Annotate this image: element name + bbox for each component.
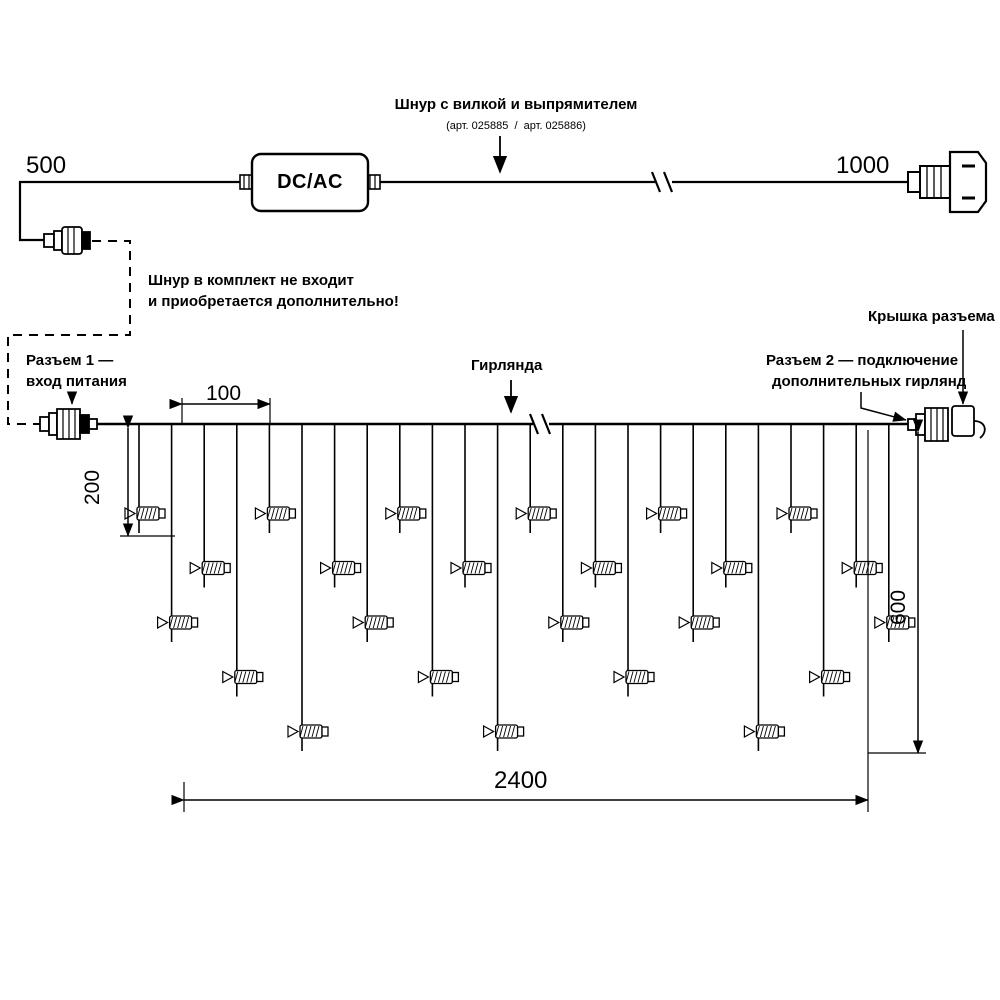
note-not-included-line2: и приобретается дополнительно!: [148, 293, 399, 310]
led-bulb: [223, 671, 263, 684]
led-bulb: [712, 562, 752, 575]
cord-female-connector: [44, 227, 90, 254]
led-bulb: [451, 562, 491, 575]
led-bulb: [744, 725, 784, 738]
connector-cap-label: Крышка разъема: [868, 308, 995, 325]
led-bulb: [581, 562, 621, 575]
connector-cap: [952, 406, 985, 438]
led-bulb: [418, 671, 458, 684]
connector2-label-line1: Разъем 2 — подключение: [766, 352, 959, 369]
led-bulb: [549, 616, 589, 629]
power-cord-title: Шнур с вилкой и выпрямителем: [394, 96, 638, 113]
dim-total-2400: [184, 430, 868, 812]
led-bulb: [842, 562, 882, 575]
led-strands: [125, 424, 915, 751]
garland-break-symbol: [530, 414, 550, 434]
led-bulb: [647, 507, 687, 520]
adapter-label: DC/AC: [277, 171, 343, 193]
led-bulb: [386, 507, 426, 520]
led-bulb: [158, 616, 198, 629]
dim-label-200: 200: [81, 469, 104, 505]
power-cord-articles: (арт. 025885 / арт. 025886): [446, 120, 586, 132]
led-bulb: [353, 616, 393, 629]
led-bulb: [125, 507, 165, 520]
connector2-label-line2: дополнительных гирлянд: [772, 373, 967, 390]
dim-label-600: 600: [887, 589, 910, 625]
led-bulb: [190, 562, 230, 575]
connector1-label-line2: вход питания: [26, 373, 127, 390]
garland-label: Гирлянда: [471, 357, 543, 374]
connector2-leader: [861, 392, 906, 420]
led-bulb: [777, 507, 817, 520]
mains-plug: [908, 152, 986, 212]
dim-label-100: 100: [206, 382, 242, 405]
led-bulb: [255, 507, 295, 520]
led-bulb: [679, 616, 719, 629]
power-cord-path: [20, 182, 925, 240]
dim-label-500: 500: [26, 152, 67, 179]
led-bulb: [321, 562, 361, 575]
garland-connector-1: [40, 409, 97, 439]
garland-connector-2: [908, 408, 948, 441]
dim-label-2400: 2400: [494, 767, 548, 794]
led-bulb: [484, 725, 524, 738]
dim-label-1000: 1000: [836, 152, 890, 179]
optional-cord-dashed-route: [8, 241, 130, 424]
led-bulb: [810, 671, 850, 684]
connector1-label-line1: Разъем 1 —: [26, 352, 114, 369]
cord-break-symbol: [652, 172, 672, 192]
led-bulb: [288, 725, 328, 738]
led-bulb: [516, 507, 556, 520]
note-not-included-line1: Шнур в комплект не входит: [148, 272, 354, 289]
led-bulb: [614, 671, 654, 684]
